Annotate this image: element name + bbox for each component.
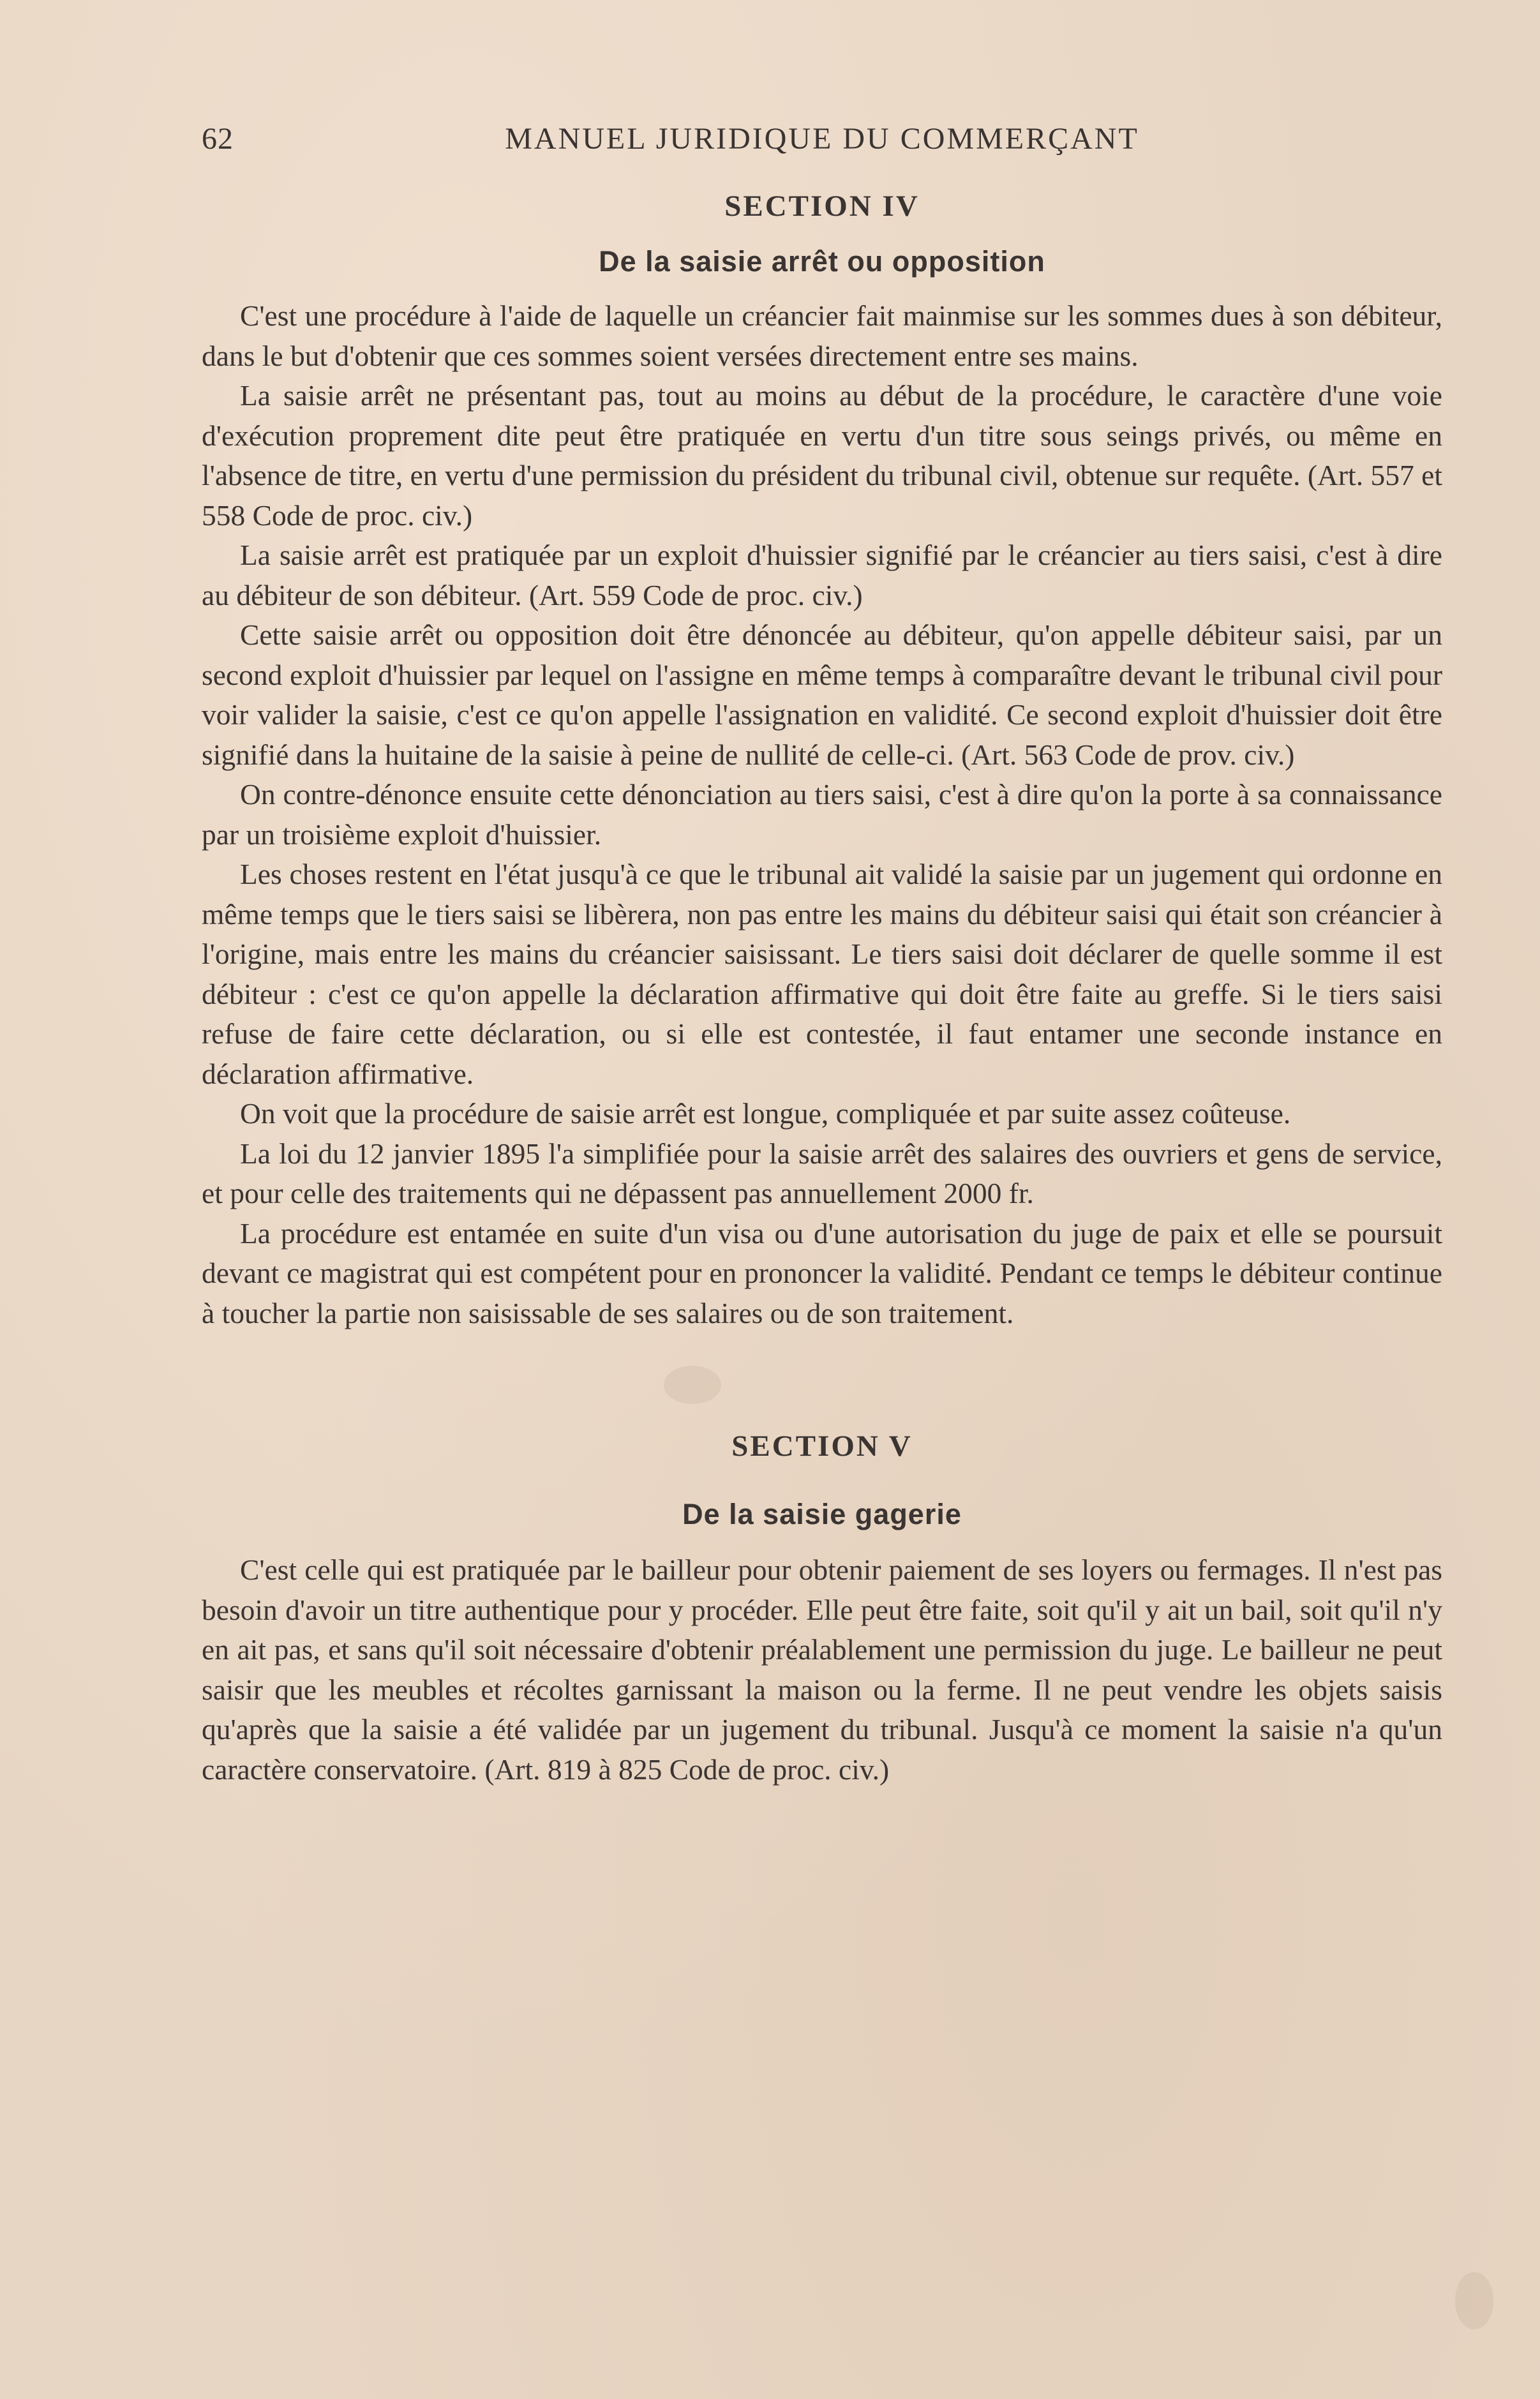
section-v — [202, 1429, 1442, 1790]
running-title: MANUEL JURIDIQUE DU COMMERÇANT — [505, 122, 1139, 156]
section-heading: SECTION IV — [724, 190, 920, 223]
paragraph: C'est celle qui est pratiquée par le bailleur pour obtenir paiement de ses loyers ou fermages. Il n'est pas besoin d'avoir un titre authentique pour y procéder. Elle peut être faite, soit qu'il y ait un bail, soit qu'il n'y en ait pas, et sans qu'il soit nécessaire d'obtenir préalablement une permission du juge. Le bailleur ne peut saisir que les meubles et récoltes garnissant la maison ou la ferme. Il ne peut vendre les objets saisis qu'après que la saisie a été validée par un jugement du tribunal. Jusqu'à ce moment la saisie n'a qu'un caractère conservatoire. (Art. 819 à 825 Code de proc. civ.) — [202, 1553, 1442, 1786]
paragraph: C'est une procédure à l'aide de laquelle un créancier fait mainmise sur les sommes dues à son débiteur, dans le but d'obtenir que ces sommes soient versées directement entre ses mains. — [202, 299, 1442, 372]
section-subheading: De la saisie gagerie — [682, 1498, 962, 1530]
paragraph: On contre-dénonce ensuite cette dénonciation au tiers saisi, c'est à dire qu'on la porte à sa connaissance par un troisième exploit d'huissier. — [202, 778, 1442, 851]
paragraph: La saisie arrêt ne présentant pas, tout au moins au début de la procédure, le caractère d'une voie d'exécution proprement dite peut être pratiquée en vertu d'un titre sous seings privés, ou même en l'absence de titre, en vertu d'une permission du président du tribunal civil, obtenue sur requête. (Art. 557 et 558 Code de proc. civ.) — [202, 379, 1442, 532]
paragraph: La saisie arrêt est pratiquée par un exploit d'huissier signifié par le créancier au tiers saisi, c'est à dire au débiteur de son débiteur. (Art. 559 Code de proc. civ.) — [202, 539, 1442, 611]
paragraph: La loi du 12 janvier 1895 l'a simplifiée pour la saisie arrêt des salaires des ouvriers et gens de service, et pour celle des traitements qui ne dépassent pas annuellement 2000 fr. — [202, 1137, 1442, 1209]
page-content — [202, 121, 1442, 1790]
running-head — [202, 121, 1442, 166]
paragraph: On voit que la procédure de saisie arrêt est longue, compliquée et par suite assez coûteuse. — [240, 1097, 1291, 1130]
section-subheading: De la saisie arrêt ou opposition — [599, 245, 1045, 278]
paragraph: Cette saisie arrêt ou opposition doit être dénoncée au débiteur, qu'on appelle débiteur saisi, par un second exploit d'huissier par lequel on l'assigne en même temps à comparaître devant le tribunal civil pour voir valider la saisie, c'est ce qu'on appelle l'assignation en validité. Ce second exploit d'huissier doit être signifié dans la huitaine de la saisie à peine de nullité de celle-ci. (Art. 563 Code de prov. civ.) — [202, 618, 1442, 771]
paper-stain — [1455, 2272, 1493, 2329]
page-number: 62 — [202, 122, 234, 156]
paragraph: La procédure est entamée en suite d'un visa ou d'une autorisation du juge de paix et elle se poursuit devant ce magistrat qui est compétent pour en prononcer la validité. Pendant ce temps le débiteur continue à toucher la partie non saisissable de ses salaires ou de son traitement. — [202, 1216, 1442, 1329]
section-iv — [202, 189, 1442, 1333]
paragraph: Les choses restent en l'état jusqu'à ce que le tribunal ait validé la saisie par un jugement qui ordonne en même temps que le tiers saisi se libèrera, non pas entre les mains du débiteur saisi qui était son créancier à l'origine, mais entre les mains du créancier saisissant. Le tiers saisi doit déclarer de quelle somme il est débiteur : c'est ce qu'on appelle la déclaration affirmative qui doit être faite au greffe. Si le tiers saisi refuse de faire cette déclaration, ou si elle est contestée, il faut entamer une seconde instance en déclaration affirmative. — [202, 858, 1442, 1090]
section-heading: SECTION V — [731, 1430, 913, 1463]
